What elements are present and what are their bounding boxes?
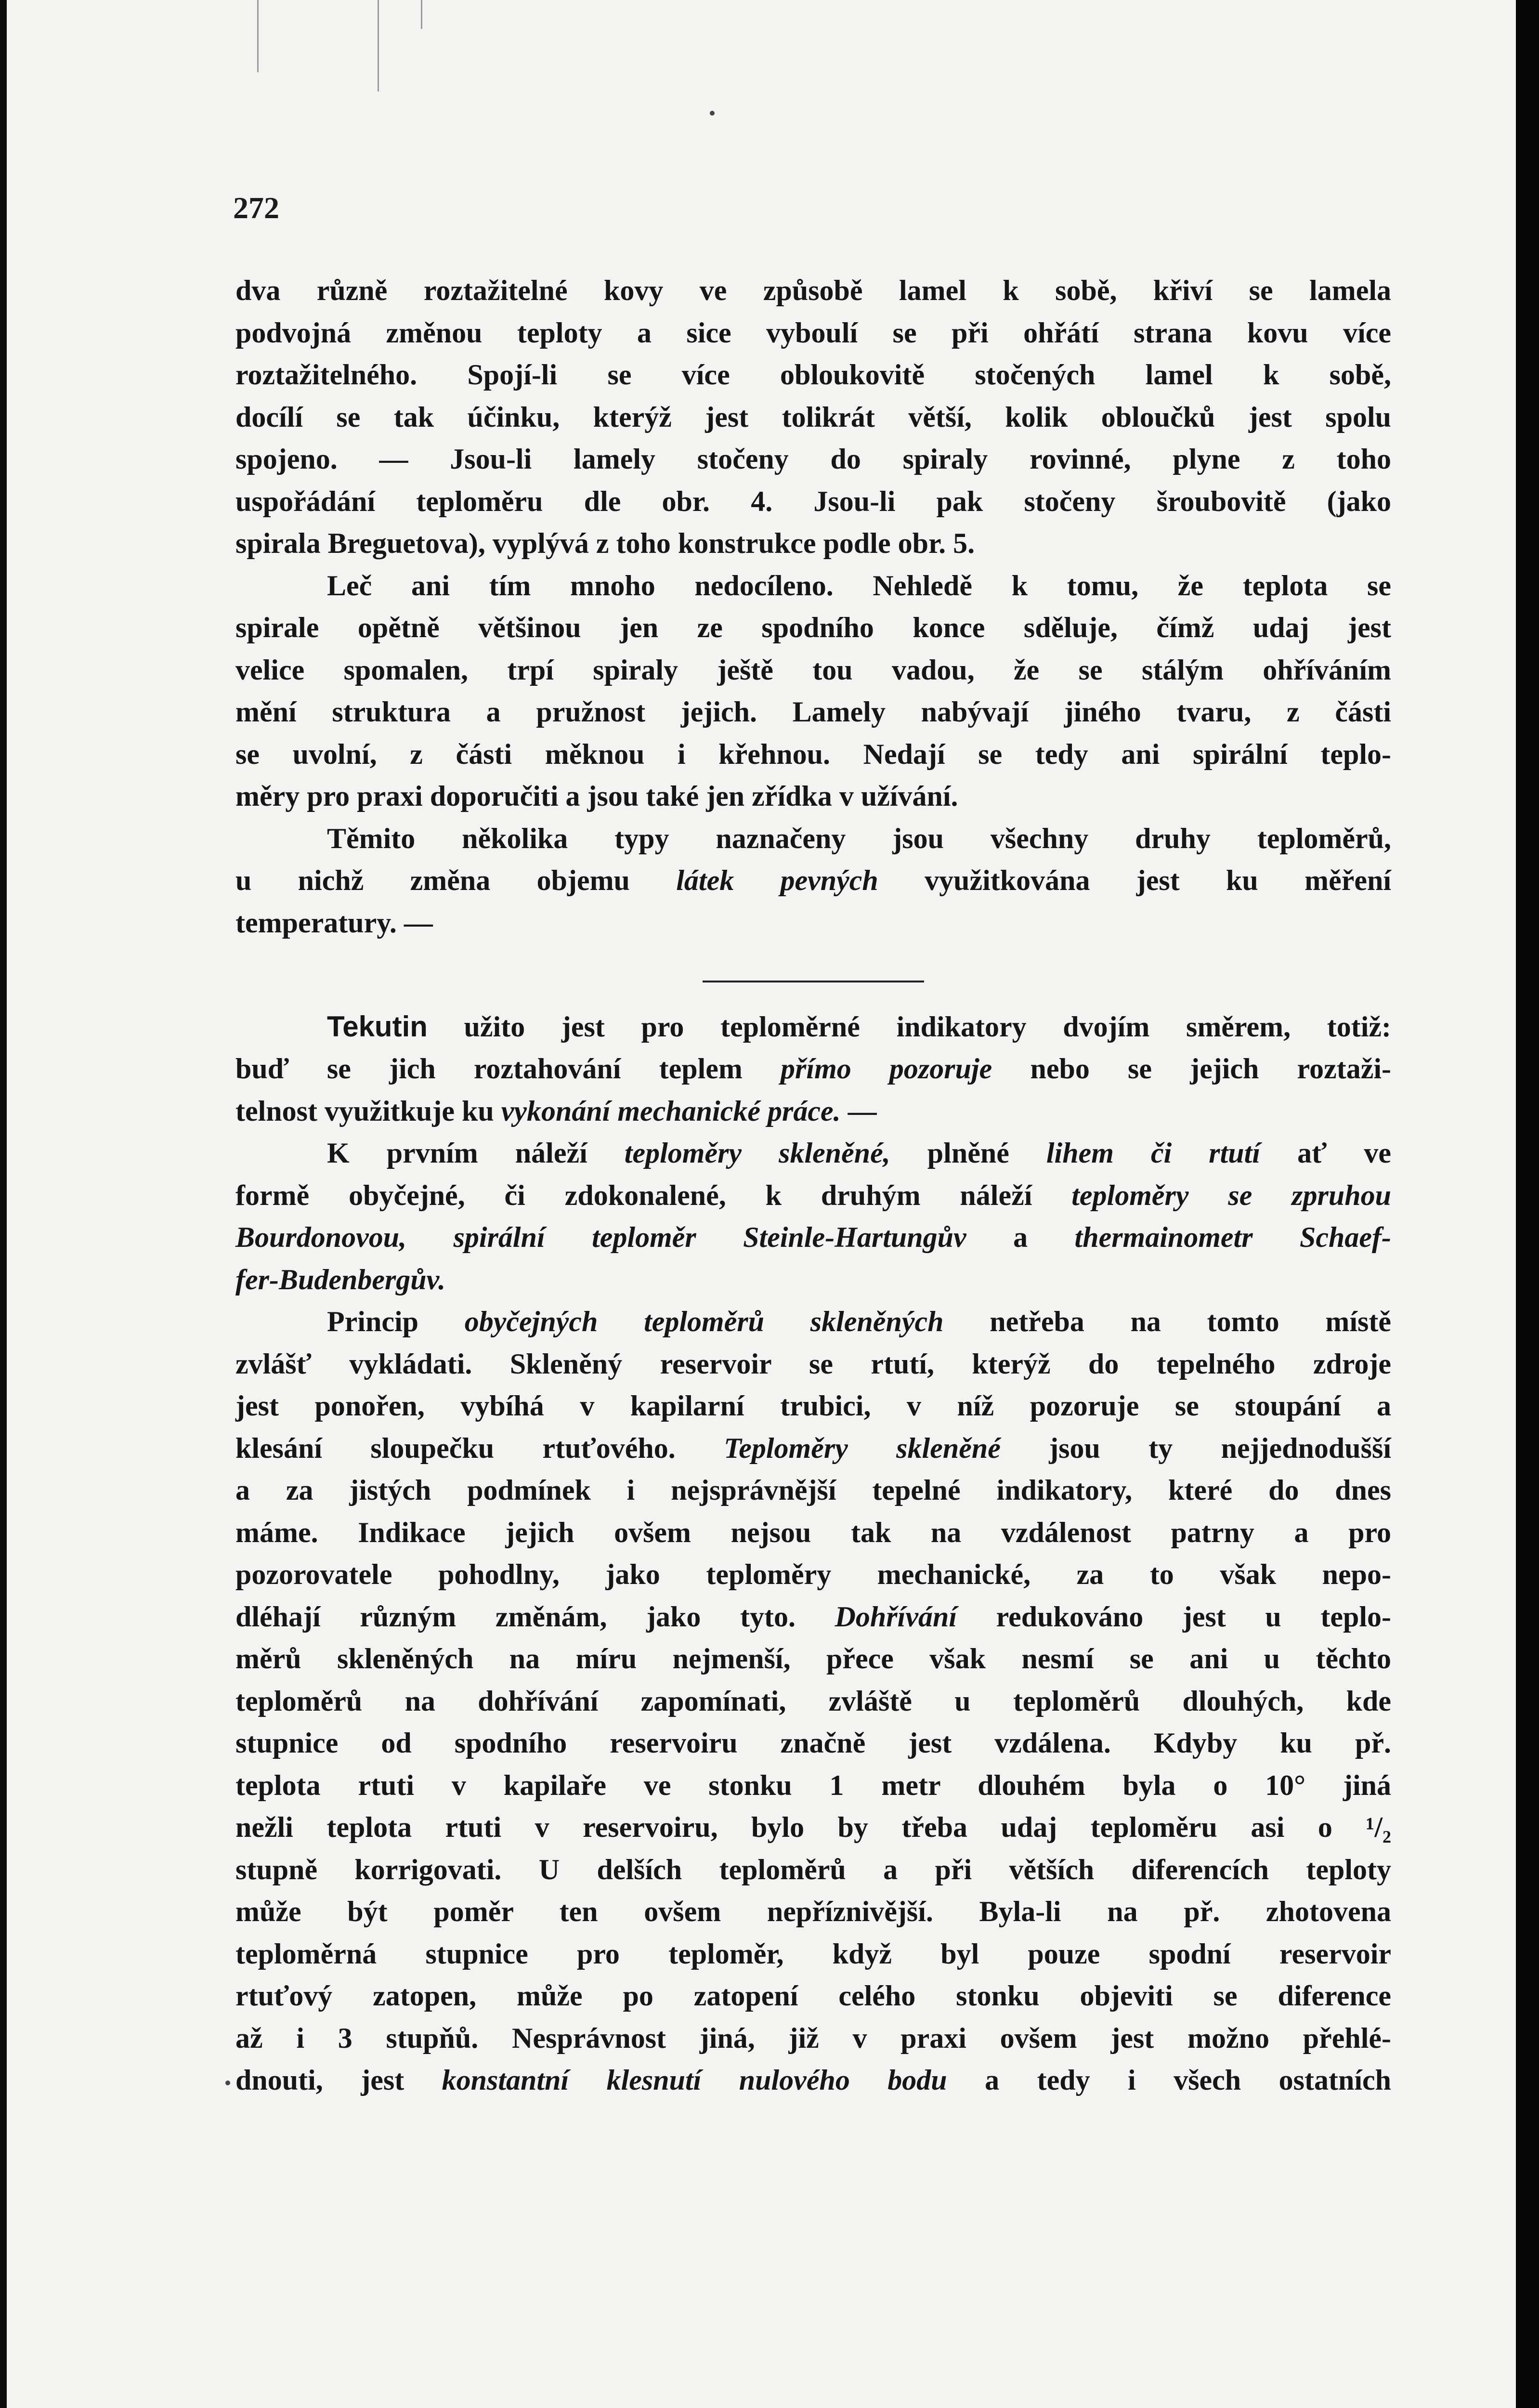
text-line: u nichž změna objemu látek pevných využitkována jest ku měření — [235, 864, 1392, 896]
text-line: jest ponořen, vybíhá v kapilarní trubici, v níž pozoruje se stoupání a — [235, 1390, 1391, 1422]
section-divider — [235, 963, 1391, 1006]
crop-mark — [378, 0, 379, 92]
text-line: máme. Indikace jejich ovšem nejsou tak na vzdálenost patrny a pro — [235, 1516, 1391, 1548]
text-line: a za jistých podmínek i nejsprávnější tepelné indikatory, které do dnes — [235, 1474, 1391, 1506]
text-line: temperatury. — — [235, 906, 433, 939]
text-line: měry pro praxi doporučiti a jsou také jen zřídka v užívání. — [235, 780, 958, 812]
text-line: Těmito několika typy naznačeny jsou všechny druhy teploměrů, — [327, 822, 1391, 854]
book-page — [7, 0, 1516, 2408]
text-line: podvojná změnou teploty a sice vyboulí se při ohřátí strana kovu více — [235, 316, 1391, 349]
text-line: mění struktura a pružnost jejich. Lamely nabývají jiného tvaru, z části — [235, 696, 1391, 728]
paragraph-4 — [235, 1006, 1391, 1133]
text-line: klesání sloupečku rtuťového. Teploměry skleněné jsou ty nejjednodušší — [235, 1432, 1392, 1464]
text-line: Princip obyčejných teploměrů skleněných netřeba na tomto místě — [327, 1306, 1391, 1337]
section-lead-word: Tekutin — [327, 1010, 428, 1043]
text-line: nežli teplota rtuti v reservoiru, bylo by třeba udaj teploměru asi o ¹/₂ — [235, 1811, 1391, 1843]
text-line: měrů skleněných na míru nejmenší, přece však nesmí se ani u těchto — [235, 1643, 1391, 1675]
text-line: docílí se tak účinku, kterýž jest tolikrát větší, kolik obloučků jest spolu — [235, 401, 1391, 433]
text-line: rtuťový zatopen, může po zatopení celého stonku objeviti se diference — [235, 1980, 1391, 2012]
text-line: teploměrná stupnice pro teploměr, když byl pouze spodní reservoir — [235, 1937, 1391, 1970]
paragraph-3 — [235, 818, 1391, 944]
text-line: Tekutin užito jest pro teploměrné indikatory dvojím směrem, totiž: — [327, 1010, 1391, 1043]
text-line: stupnice od spodního reservoiru značně jest vzdálena. Kdyby ku př. — [235, 1727, 1391, 1759]
speck — [225, 2081, 230, 2085]
text-line: roztažitelného. Spojí-li se více obloukovitě stočených lamel k sobě, — [235, 359, 1391, 391]
text-line: uspořádání teploměru dle obr. 4. Jsou-li pak stočeny šroubovitě (jako — [235, 485, 1391, 517]
text-line: zvlášť vykládati. Skleněný reservoir se rtutí, kterýž do tepelného zdroje — [235, 1348, 1391, 1380]
text-line: spirale opětně většinou jen ze spodního konce sděluje, čímž udaj jest — [235, 612, 1391, 643]
text-line: dléhají různým změnám, jako tyto. Dohřívání redukováno jest u teplo- — [235, 1600, 1391, 1633]
speck — [710, 111, 715, 116]
page-number: 272 — [233, 191, 279, 225]
text-line: dnouti, jest konstantní klesnutí nulového bodu a tedy i všech ostatních — [235, 2064, 1391, 2096]
crop-mark — [421, 0, 422, 29]
text-line: pozorovatele pohodlny, jako teploměry mechanické, za to však nepo- — [235, 1558, 1391, 1590]
text-line: fer-Budenbergův. — [235, 1263, 446, 1296]
section-rule — [703, 981, 924, 982]
text-line: se uvolní, z části měknou i křehnou. Nedají se tedy ani spirální teplo- — [235, 738, 1391, 770]
text-line: formě obyčejné, či zdokonalené, k druhým náleží teploměry se zpruhou — [235, 1179, 1392, 1211]
paragraph-2 — [235, 565, 1391, 818]
scan-edge — [1516, 0, 1539, 2408]
text-line: až i 3 stupňů. Nesprávnost jiná, již v praxi ovšem jest možno přehlé- — [235, 2022, 1391, 2054]
paragraph-5 — [235, 1132, 1391, 1301]
text-line: dva různě roztažitelné kovy ve způsobě lamel k sobě, křiví se lamela — [235, 275, 1391, 306]
paragraph-1 — [235, 270, 1391, 565]
text-line: Bourdonovou, spirální teploměr Steinle-Hartungův a thermainometr Schaef- — [235, 1221, 1391, 1253]
text-line: spojeno. — Jsou-li lamely stočeny do spiraly rovinné, plyne z toho — [235, 443, 1391, 475]
crop-mark — [257, 0, 259, 72]
text-line: spirala Breguetova), vyplývá z toho konstrukce podle obr. 5. — [235, 527, 975, 559]
text-line: teploměrů na dohřívání zapomínati, zvláště u teploměrů dlouhých, kde — [235, 1685, 1391, 1717]
body-text — [235, 270, 1391, 2102]
text-line: buď se jich roztahování teplem přímo pozoruje nebo se jejich roztaži- — [235, 1053, 1392, 1085]
text-line: telnost využitkuje ku vykonání mechanické práce. — — [235, 1095, 877, 1127]
text-line: stupně korrigovati. U delších teploměrů a při větších diferencích teploty — [235, 1853, 1391, 1885]
text-line: Leč ani tím mnoho nedocíleno. Nehledě k tomu, že teplota se — [327, 569, 1391, 602]
text-line: velice spomalen, trpí spiraly ještě tou vadou, že se stálým ohříváním — [235, 654, 1391, 686]
text-line: K prvním náleží teploměry skleněné, plněné lihem či rtutí ať ve — [327, 1137, 1392, 1169]
text-line: může být poměr ten ovšem nepříznivější. Byla-li na př. zhotovena — [235, 1896, 1391, 1927]
text-line: teplota rtuti v kapilaře ve stonku 1 metr dlouhém byla o 10° jiná — [235, 1769, 1391, 1801]
paragraph-6 — [235, 1301, 1391, 2102]
